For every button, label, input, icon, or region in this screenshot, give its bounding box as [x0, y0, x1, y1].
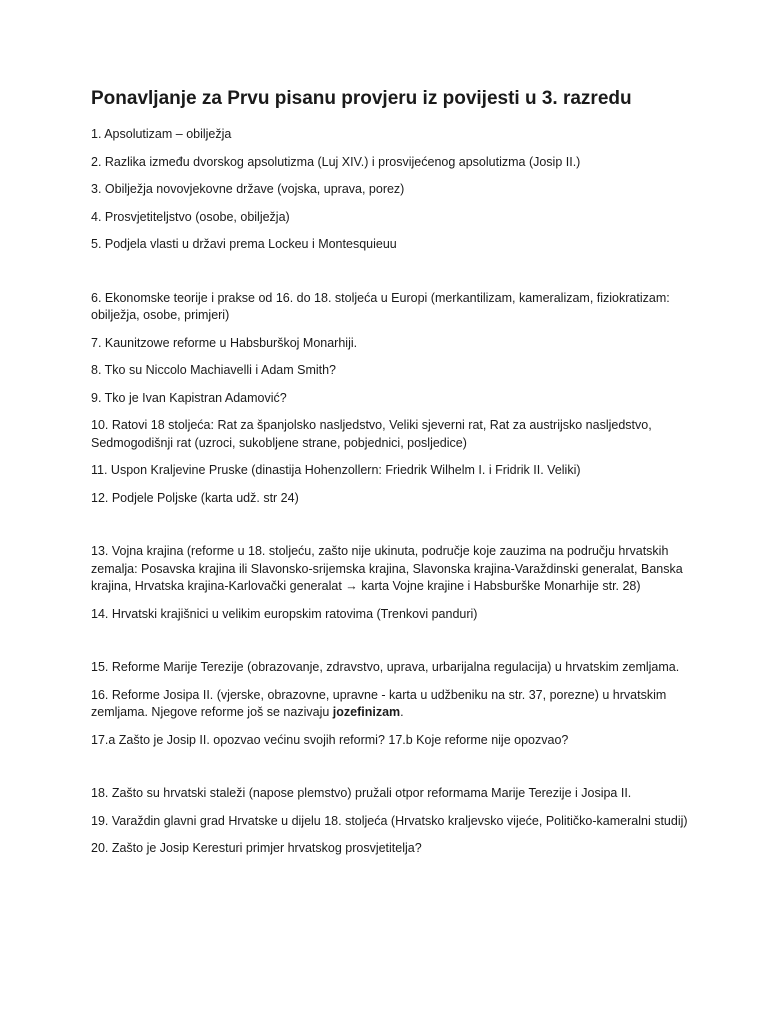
list-item-16 [91, 687, 691, 722]
list-item-12: 12. Podjele Poljske (karta udž. str 24) [91, 490, 299, 505]
list-item-7: 7. Kaunitzowe reforme u Habsburškoj Monarhiji. [91, 335, 358, 350]
list-item-17: 17.a Zašto je Josip II. opozvao većinu svojih reformi? 17.b Koje reforme nije opozvao? [91, 732, 569, 747]
list-item-2: 2. Razlika između dvorskog apsolutizma (Luj XIV.) i prosvijećenog apsolutizma (Josip II.) [91, 154, 581, 169]
list-item-6: 6. Ekonomske teorije i prakse od 16. do 18. stoljeća u Europi (merkantilizam, kameralizam, fiziokratizam: obilježja, osobe, primjeri) [91, 290, 670, 322]
list-item-3: 3. Obilježja novovjekovne države (vojska, uprava, porez) [91, 182, 405, 196]
list-item-1: 1. Apsolutizam – obilježja [91, 127, 232, 141]
list-item-9: 9. Tko je Ivan Kapistran Adamović? [91, 390, 287, 405]
list-item-13: 13. Vojna krajina (reforme u 18. stoljeću, zašto nije ukinuta, područje koje zauzima na području hrvatskih zemalja: Posavska krajina ili Slavonsko-srijemska krajina, Slavonska krajina-Varaždinski generalat, Banska krajina, Hrvatska krajina-Karlovački generalat → karta Vojne krajine i Habsburške Monarhije str. 28) [91, 544, 683, 593]
list-item-11: 11. Uspon Kraljevine Pruske (dinastija Hohenzollern: Friedrik Wilhelm I. i Fridrik II. Veliki) [91, 463, 581, 477]
list-item-14: 14. Hrvatski krajišnici u velikim europskim ratovima (Trenkovi panduri) [91, 606, 478, 621]
list-item-18: 18. Zašto su hrvatski staleži (napose plemstvo) pružali otpor reformama Marije Terezije i Josipa II. [91, 786, 632, 800]
list-item-15: 15. Reforme Marije Terezije (obrazovanje, zdravstvo, uprava, urbarijalna regulacija) u hrvatskim zemljama. [91, 660, 680, 674]
list-item-4: 4. Prosvjetiteljstvo (osobe, obilježja) [91, 209, 290, 224]
list-item-16-bold-term: jozefinizam [332, 705, 401, 719]
list-item-8: 8. Tko su Niccolo Machiavelli i Adam Smith? [91, 363, 337, 377]
document-title: Ponavljanje za Prvu pisanu provjeru iz povijesti u 3. razredu [91, 88, 632, 109]
list-item-5: 5. Podjela vlasti u državi prema Lockeu i Montesquieuu [91, 237, 397, 251]
list-item-19: 19. Varaždin glavni grad Hrvatske u dijelu 18. stoljeća (Hrvatsko kraljevsko vijeće, Političko-kameralni studij) [91, 813, 688, 828]
list-item-16-text: 16. Reforme Josipa II. (vjerske, obrazovne, upravne - karta u udžbeniku na str. 37, porezne) u hrvatskim zemljama. Njegove reforme još se nazivaju [91, 687, 667, 719]
list-item-10: 10. Ratovi 18 stoljeća: Rat za španjolsko nasljedstvo, Veliki sjeverni rat, Rat za austrijsko nasljedstvo, Sedmogodišnji rat (uzroci, sukobljene strane, pobjednici, posljedice) [91, 418, 652, 450]
list-item-20: 20. Zašto je Josip Keresturi primjer hrvatskog prosvjetitelja? [91, 841, 422, 855]
list-item-16-period: . [400, 705, 404, 719]
document-page [91, 86, 691, 868]
